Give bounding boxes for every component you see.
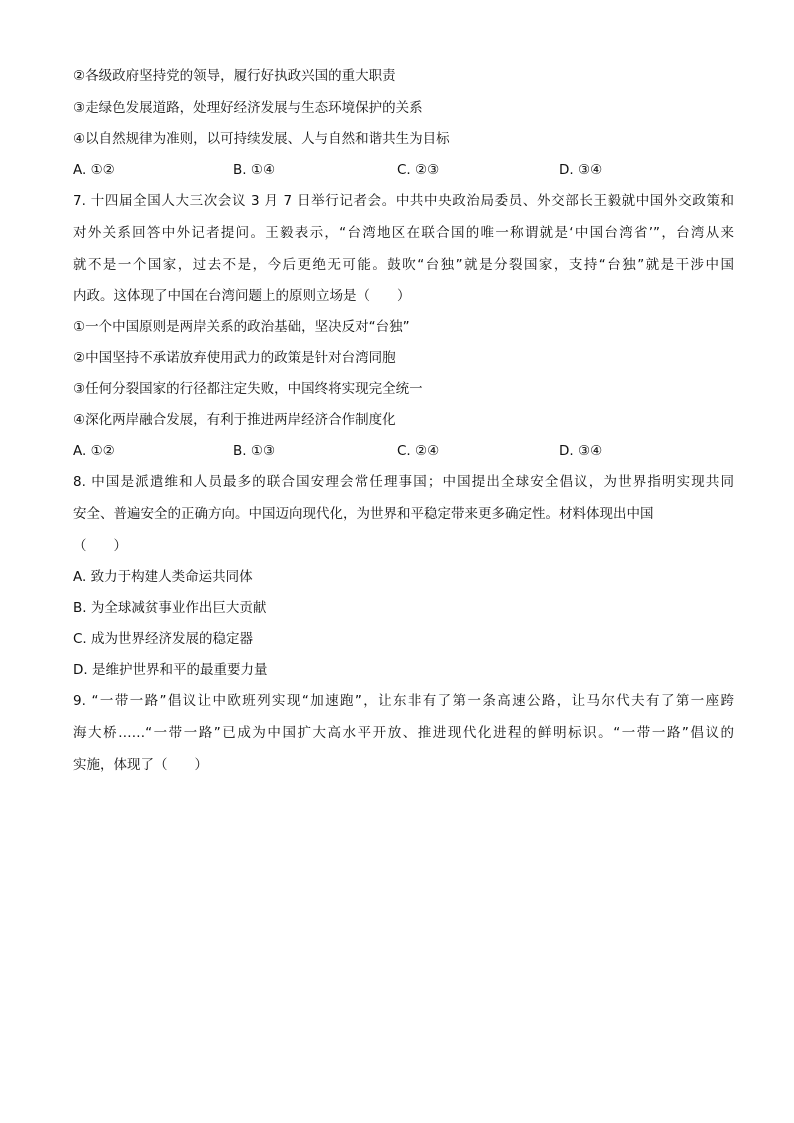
q7-item-1: ①一个中国原则是两岸关系的政治基础，坚决反对“台独” — [73, 319, 410, 335]
q6-option-a[interactable]: A. ①② — [73, 162, 115, 178]
q6-item-4: ④以自然规律为准则，以可持续发展、人与自然和谐共生为目标 — [73, 131, 450, 147]
q7-option-d[interactable]: D. ③④ — [559, 443, 603, 459]
q8-option-b[interactable]: B. 为全球减贫事业作出巨大贡献 — [73, 600, 267, 616]
q7-item-4: ④深化两岸融合发展，有利于推进两岸经济合作制度化 — [73, 412, 396, 428]
q7-option-c[interactable]: C. ②④ — [397, 443, 440, 459]
q8-stem-line-1: 8. 中国是派遣维和人员最多的联合国安理会常任理事国；中国提出全球安全倡议，为世界指明实现共同 — [73, 474, 734, 490]
q7-stem-line-3: 就不是一个国家，过去不是，今后更绝无可能。鼓吹“台独”就是分裂国家，支持“台独”就是干涉中国 — [73, 257, 734, 273]
q7-option-b[interactable]: B. ①③ — [233, 443, 276, 459]
q6-item-2: ②各级政府坚持党的领导，履行好执政兴国的重大职责 — [73, 68, 396, 84]
q9-stem-line-2: 海大桥……“一带一路”已成为中国扩大高水平开放、推进现代化进程的鲜明标识。“一带一路”倡议的 — [73, 725, 734, 741]
q8-option-a[interactable]: A. 致力于构建人类命运共同体 — [73, 569, 253, 585]
q6-option-d[interactable]: D. ③④ — [559, 162, 603, 178]
q9-stem-line-3: 实施，体现了（ ） — [73, 757, 208, 773]
q7-stem-line-4: 内政。这体现了中国在台湾问题上的原则立场是（ ） — [73, 288, 411, 304]
q7-stem-line-1: 7. 十四届全国人大三次会议 3 月 7 日举行记者会。中共中央政治局委员、外交部长王毅就中国外交政策和 — [73, 193, 734, 209]
q7-stem-line-2: 对外关系回答中外记者提问。王毅表示，“台湾地区在联合国的唯一称谓就是‘中国台湾省’”，台湾从来 — [73, 225, 734, 241]
q9-stem-line-1: 9. “一带一路”倡议让中欧班列实现“加速跑”，让东非有了第一条高速公路，让马尔代夫有了第一座跨 — [73, 693, 734, 709]
q8-stem-line-3: （ ） — [73, 538, 127, 554]
q6-options — [73, 160, 733, 180]
q8-option-c[interactable]: C. 成为世界经济发展的稳定器 — [73, 631, 254, 647]
q6-item-3: ③走绿色发展道路，处理好经济发展与生态环境保护的关系 — [73, 100, 423, 116]
q7-item-2: ②中国坚持不承诺放弃使用武力的政策是针对台湾同胞 — [73, 350, 396, 366]
q8-option-d[interactable]: D. 是维护世界和平的最重要力量 — [73, 662, 268, 678]
q6-option-b[interactable]: B. ①④ — [233, 162, 276, 178]
q7-item-3: ③任何分裂国家的行径都注定失败，中国终将实现完全统一 — [73, 381, 423, 397]
q6-option-c[interactable]: C. ②③ — [397, 162, 440, 178]
q7-options — [73, 441, 733, 461]
q7-option-a[interactable]: A. ①② — [73, 443, 115, 459]
q8-stem-line-2: 安全、普遍安全的正确方向。中国迈向现代化，为世界和平稳定带来更多确定性。材料体现出中国 — [73, 506, 654, 522]
